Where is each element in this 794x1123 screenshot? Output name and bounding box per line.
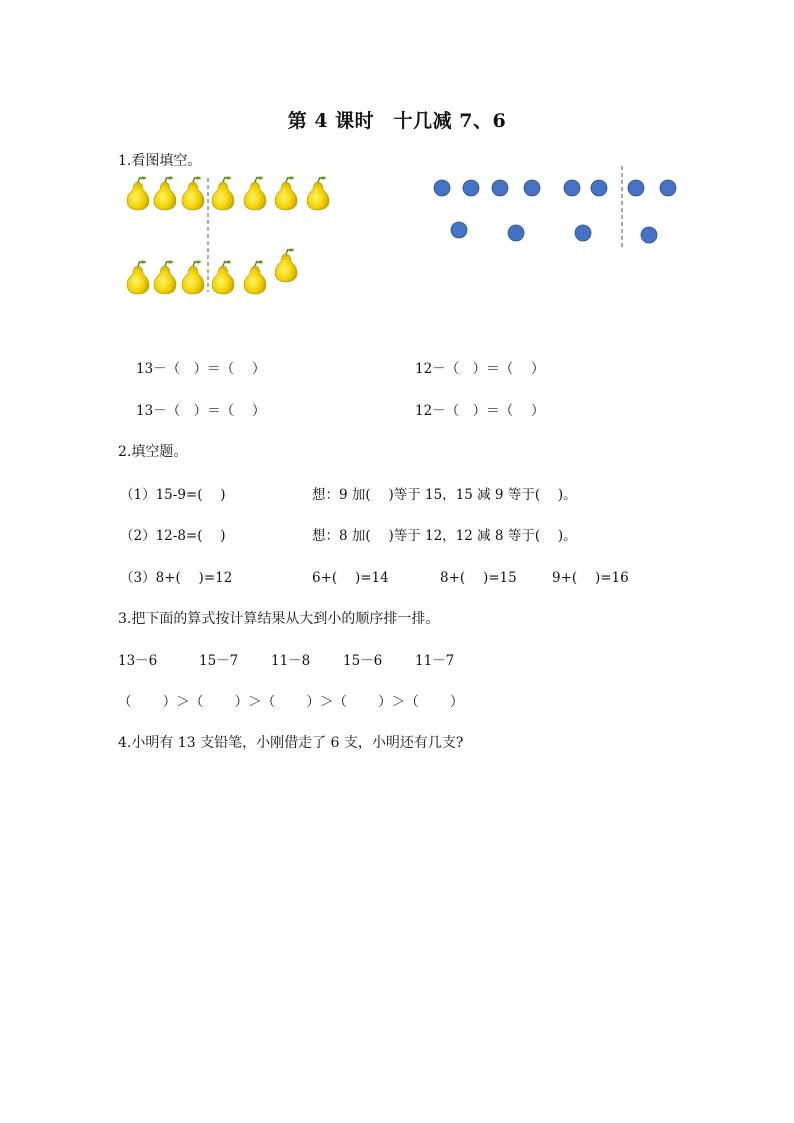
blue-dot-icon [591,180,607,196]
q2-row2-right: 想：8 加( )等于 12，12 减 8 等于( )。 [312,528,577,544]
question-1-heading: 1.看图填空。 [118,153,202,169]
q3-expression-3: 11－8 [271,653,311,669]
pear-icon [154,177,176,211]
q2-row1-left: （1）15-9=( ) [120,487,226,503]
q3-expression-5: 11－7 [415,653,455,669]
blue-dot-icon [508,225,524,241]
q2-row3-item-4: 9+( )=16 [552,570,629,586]
pear-icon [127,261,149,295]
blue-dot-icon [564,180,580,196]
q1-equation-right-1: 12－（ ）＝（ ） [415,361,545,377]
q2-row2-left: （2）12-8=( ) [120,528,226,544]
q1-equation-left-1: 13－（ ）＝（ ） [136,361,266,377]
pear-icon [275,249,297,283]
q2-row1-right: 想：9 加( )等于 15，15 减 9 等于( )。 [312,487,577,503]
blue-dot-icon [463,180,479,196]
q1-equation-right-2: 12－（ ）＝（ ） [415,403,545,419]
blue-dot-icon [575,225,591,241]
blue-dot-icon [451,222,467,238]
q3-order-line: （ ）＞（ ）＞（ ）＞（ ）＞（ ） [118,694,464,710]
pear-icon [307,177,329,211]
blue-dot-icon [434,180,450,196]
q2-row3-item-1: （3）8+( )=12 [120,570,233,586]
q3-expression-4: 15－6 [343,653,383,669]
pear-picture [118,170,348,300]
pear-icon [244,177,266,211]
question-3-heading: 3.把下面的算式按计算结果从大到小的顺序排一排。 [118,611,440,627]
q3-expression-1: 13－6 [118,653,158,669]
blue-dot-icon [641,227,657,243]
q2-row3-item-3: 8+( )=15 [440,570,517,586]
pear-icon [182,177,204,211]
blue-dot-icon [628,180,644,196]
blue-dot-icon [660,180,676,196]
pear-icon [244,261,266,295]
dot-picture [428,166,688,256]
blue-dot-icon [524,180,540,196]
pear-icon [275,177,297,211]
blue-dot-icon [492,180,508,196]
pear-icon [182,261,204,295]
pear-icon [212,177,234,211]
q2-row3-item-2: 6+( )=14 [312,570,389,586]
pear-icon [154,261,176,295]
pear-icon [212,261,234,295]
q1-equation-left-2: 13－（ ）＝（ ） [136,403,266,419]
question-2-heading: 2.填空题。 [118,444,188,460]
q3-expression-2: 15－7 [199,653,239,669]
question-4-heading: 4.小明有 13 支铅笔，小刚借走了 6 支，小明还有几支? [118,735,464,751]
page-title: 第 4 课时 十几减 7、6 [287,110,507,132]
pear-icon [127,177,149,211]
